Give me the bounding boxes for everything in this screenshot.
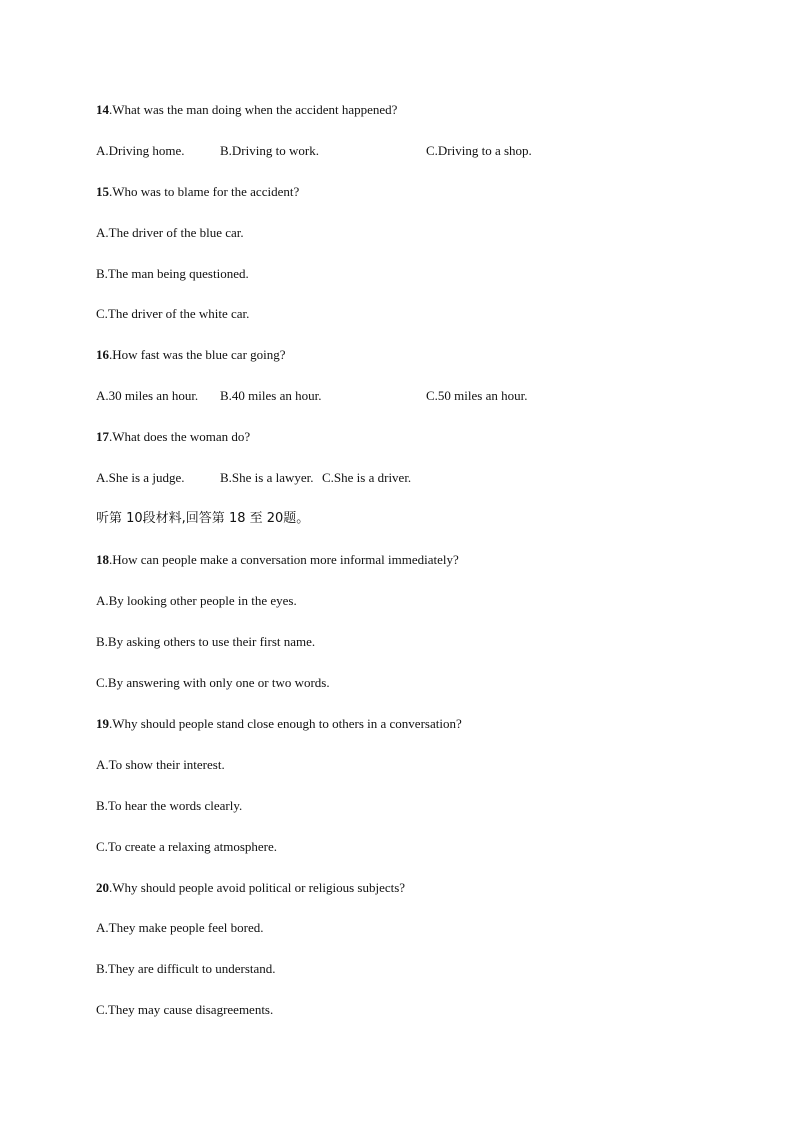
option-c: C.She is a driver. bbox=[322, 470, 412, 485]
section-instruction: 听第 10段材料,回答第 18 至 20题。 bbox=[96, 511, 310, 526]
option-b: B.To hear the words clearly. bbox=[96, 798, 243, 813]
option-a: A.She is a judge. bbox=[96, 470, 185, 485]
question-number: 14 bbox=[96, 102, 109, 117]
option-c: C.To create a relaxing atmosphere. bbox=[96, 839, 278, 854]
question-text: .How can people make a conversation more informal immediately? bbox=[109, 552, 459, 567]
question-number: 19 bbox=[96, 716, 109, 731]
option-c: C.They may cause disagreements. bbox=[96, 1002, 274, 1017]
option-b: B.The man being questioned. bbox=[96, 266, 249, 281]
option-a: A.By looking other people in the eyes. bbox=[96, 593, 297, 608]
question-19 bbox=[96, 715, 462, 733]
question-14 bbox=[96, 101, 397, 119]
option-a: A.The driver of the blue car. bbox=[96, 225, 244, 240]
question-text: .What does the woman do? bbox=[109, 429, 251, 444]
option-a: A.30 miles an hour. bbox=[96, 388, 199, 403]
option-b: B.She is a lawyer. bbox=[220, 470, 314, 485]
question-text: .Why should people stand close enough to others in a conversation? bbox=[109, 716, 462, 731]
option-b: B.By asking others to use their first name. bbox=[96, 634, 316, 649]
option-b: B.Driving to work. bbox=[220, 143, 319, 158]
question-text: .Why should people avoid political or religious subjects? bbox=[109, 880, 406, 895]
option-c: C.The driver of the white car. bbox=[96, 306, 250, 321]
option-c: C.By answering with only one or two words. bbox=[96, 675, 330, 690]
option-b: B.40 miles an hour. bbox=[220, 388, 322, 403]
question-15 bbox=[96, 183, 299, 201]
question-number: 17 bbox=[96, 429, 109, 444]
question-16 bbox=[96, 346, 286, 364]
question-number: 16 bbox=[96, 347, 109, 362]
option-c: C.Driving to a shop. bbox=[426, 143, 532, 158]
question-20 bbox=[96, 879, 405, 897]
question-text: .What was the man doing when the accident happened? bbox=[109, 102, 398, 117]
question-text: .How fast was the blue car going? bbox=[109, 347, 286, 362]
question-text: .Who was to blame for the accident? bbox=[109, 184, 300, 199]
option-a: A.Driving home. bbox=[96, 143, 185, 158]
option-c: C.50 miles an hour. bbox=[426, 388, 528, 403]
option-a: A.They make people feel bored. bbox=[96, 920, 264, 935]
question-17 bbox=[96, 428, 250, 446]
option-a: A.To show their interest. bbox=[96, 757, 225, 772]
question-number: 18 bbox=[96, 552, 109, 567]
question-number: 20 bbox=[96, 880, 109, 895]
question-number: 15 bbox=[96, 184, 109, 199]
option-b: B.They are difficult to understand. bbox=[96, 961, 276, 976]
question-18 bbox=[96, 551, 459, 569]
